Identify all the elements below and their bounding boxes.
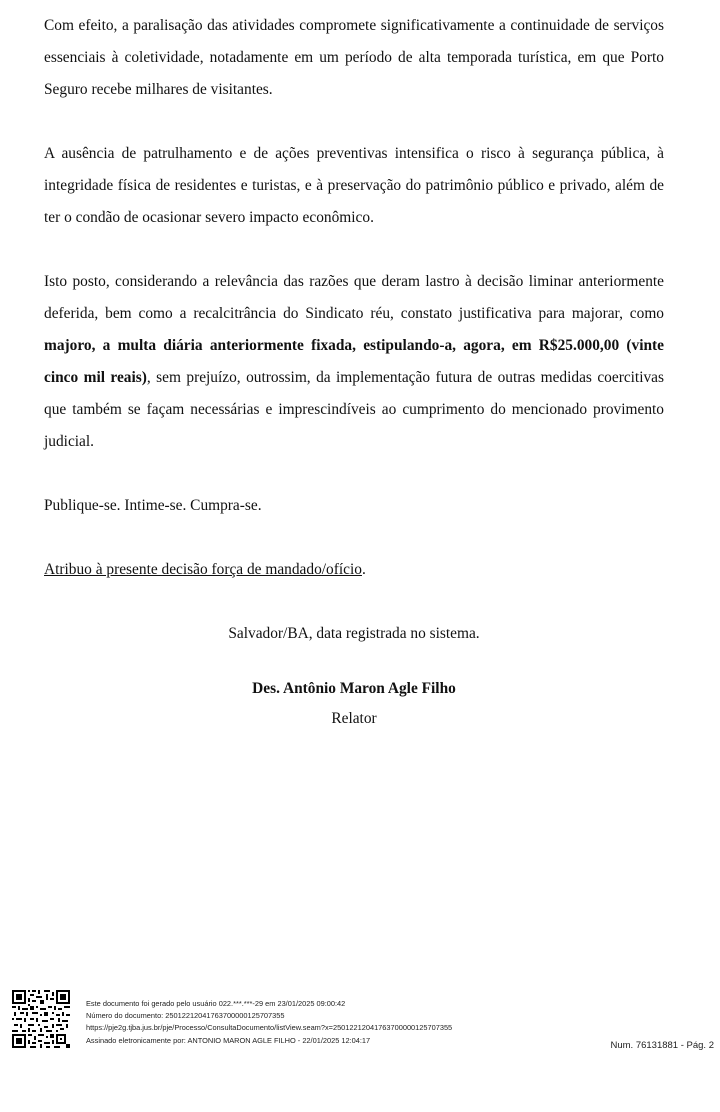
- decision-fine-bold: majoro, a multa diária anteriormente fixada, estipulando-a, agora, em R$25.000,00 (vinte cinco mil reais): [44, 337, 664, 386]
- mandate-underlined-text: Atribuo à presente decisão força de mandado/ofício: [44, 561, 362, 578]
- footer-document-number: Número do documento: 25012212041763700000125707355: [86, 1011, 285, 1021]
- signature-footer: [86, 998, 566, 1047]
- paragraph-publish: Publique-se. Intime-se. Cumpra-se.: [44, 497, 262, 514]
- signer-name: Des. Antônio Maron Agle Filho: [252, 680, 456, 697]
- paragraph-security: A ausência de patrulhamento e de ações preventivas intensifica o risco à segurança pública, à integridade física de residentes e turistas, e à preservação do patrimônio público e privado, além de ter o condão de ocasionar severo impacto econômico.: [44, 145, 664, 226]
- paragraph-decision: [44, 266, 664, 458]
- document-body: [44, 10, 664, 734]
- footer-generated-line: Este documento foi gerado pelo usuário 022.***.***-29 em 23/01/2025 09:00:42: [86, 999, 346, 1008]
- page-number: Num. 76131881 - Pág. 2: [610, 1040, 714, 1051]
- date-line: Salvador/BA, data registrada no sistema.: [228, 625, 480, 642]
- decision-text-end: , sem prejuízo, outrossim, da implementação futura de outras medidas coercitivas que também se façam necessárias e imprescindíveis ao cumprimento do mencionado provimento judicial.: [44, 369, 664, 450]
- qr-code-icon: [12, 990, 70, 1048]
- footer-signed-by: Assinado eletronicamente por: ANTONIO MARON AGLE FILHO - 22/01/2025 12:04:17: [86, 1035, 371, 1045]
- paragraph-mandate: [44, 554, 664, 586]
- mandate-period: .: [361, 561, 366, 578]
- paragraph-impact: Com efeito, a paralisação das atividades compromete significativamente a continuidade de serviços essenciais à coletividade, notadamente em um período de alta temporada turística, em que Porto Seguro recebe milhares de visitantes.: [44, 17, 664, 98]
- decision-text-start: Isto posto, considerando a relevância das razões que deram lastro à decisão liminar anteriormente deferida, bem como a recalcitrância do Sindicato réu, constato justificativa para majorar, como: [44, 273, 664, 322]
- footer-document-url[interactable]: https://pje2g.tjba.jus.br/pje/Processo/ConsultaDocumento/listView.seam?x=25012212041763700000125707355: [86, 1023, 453, 1033]
- signer-role: Relator: [331, 710, 377, 727]
